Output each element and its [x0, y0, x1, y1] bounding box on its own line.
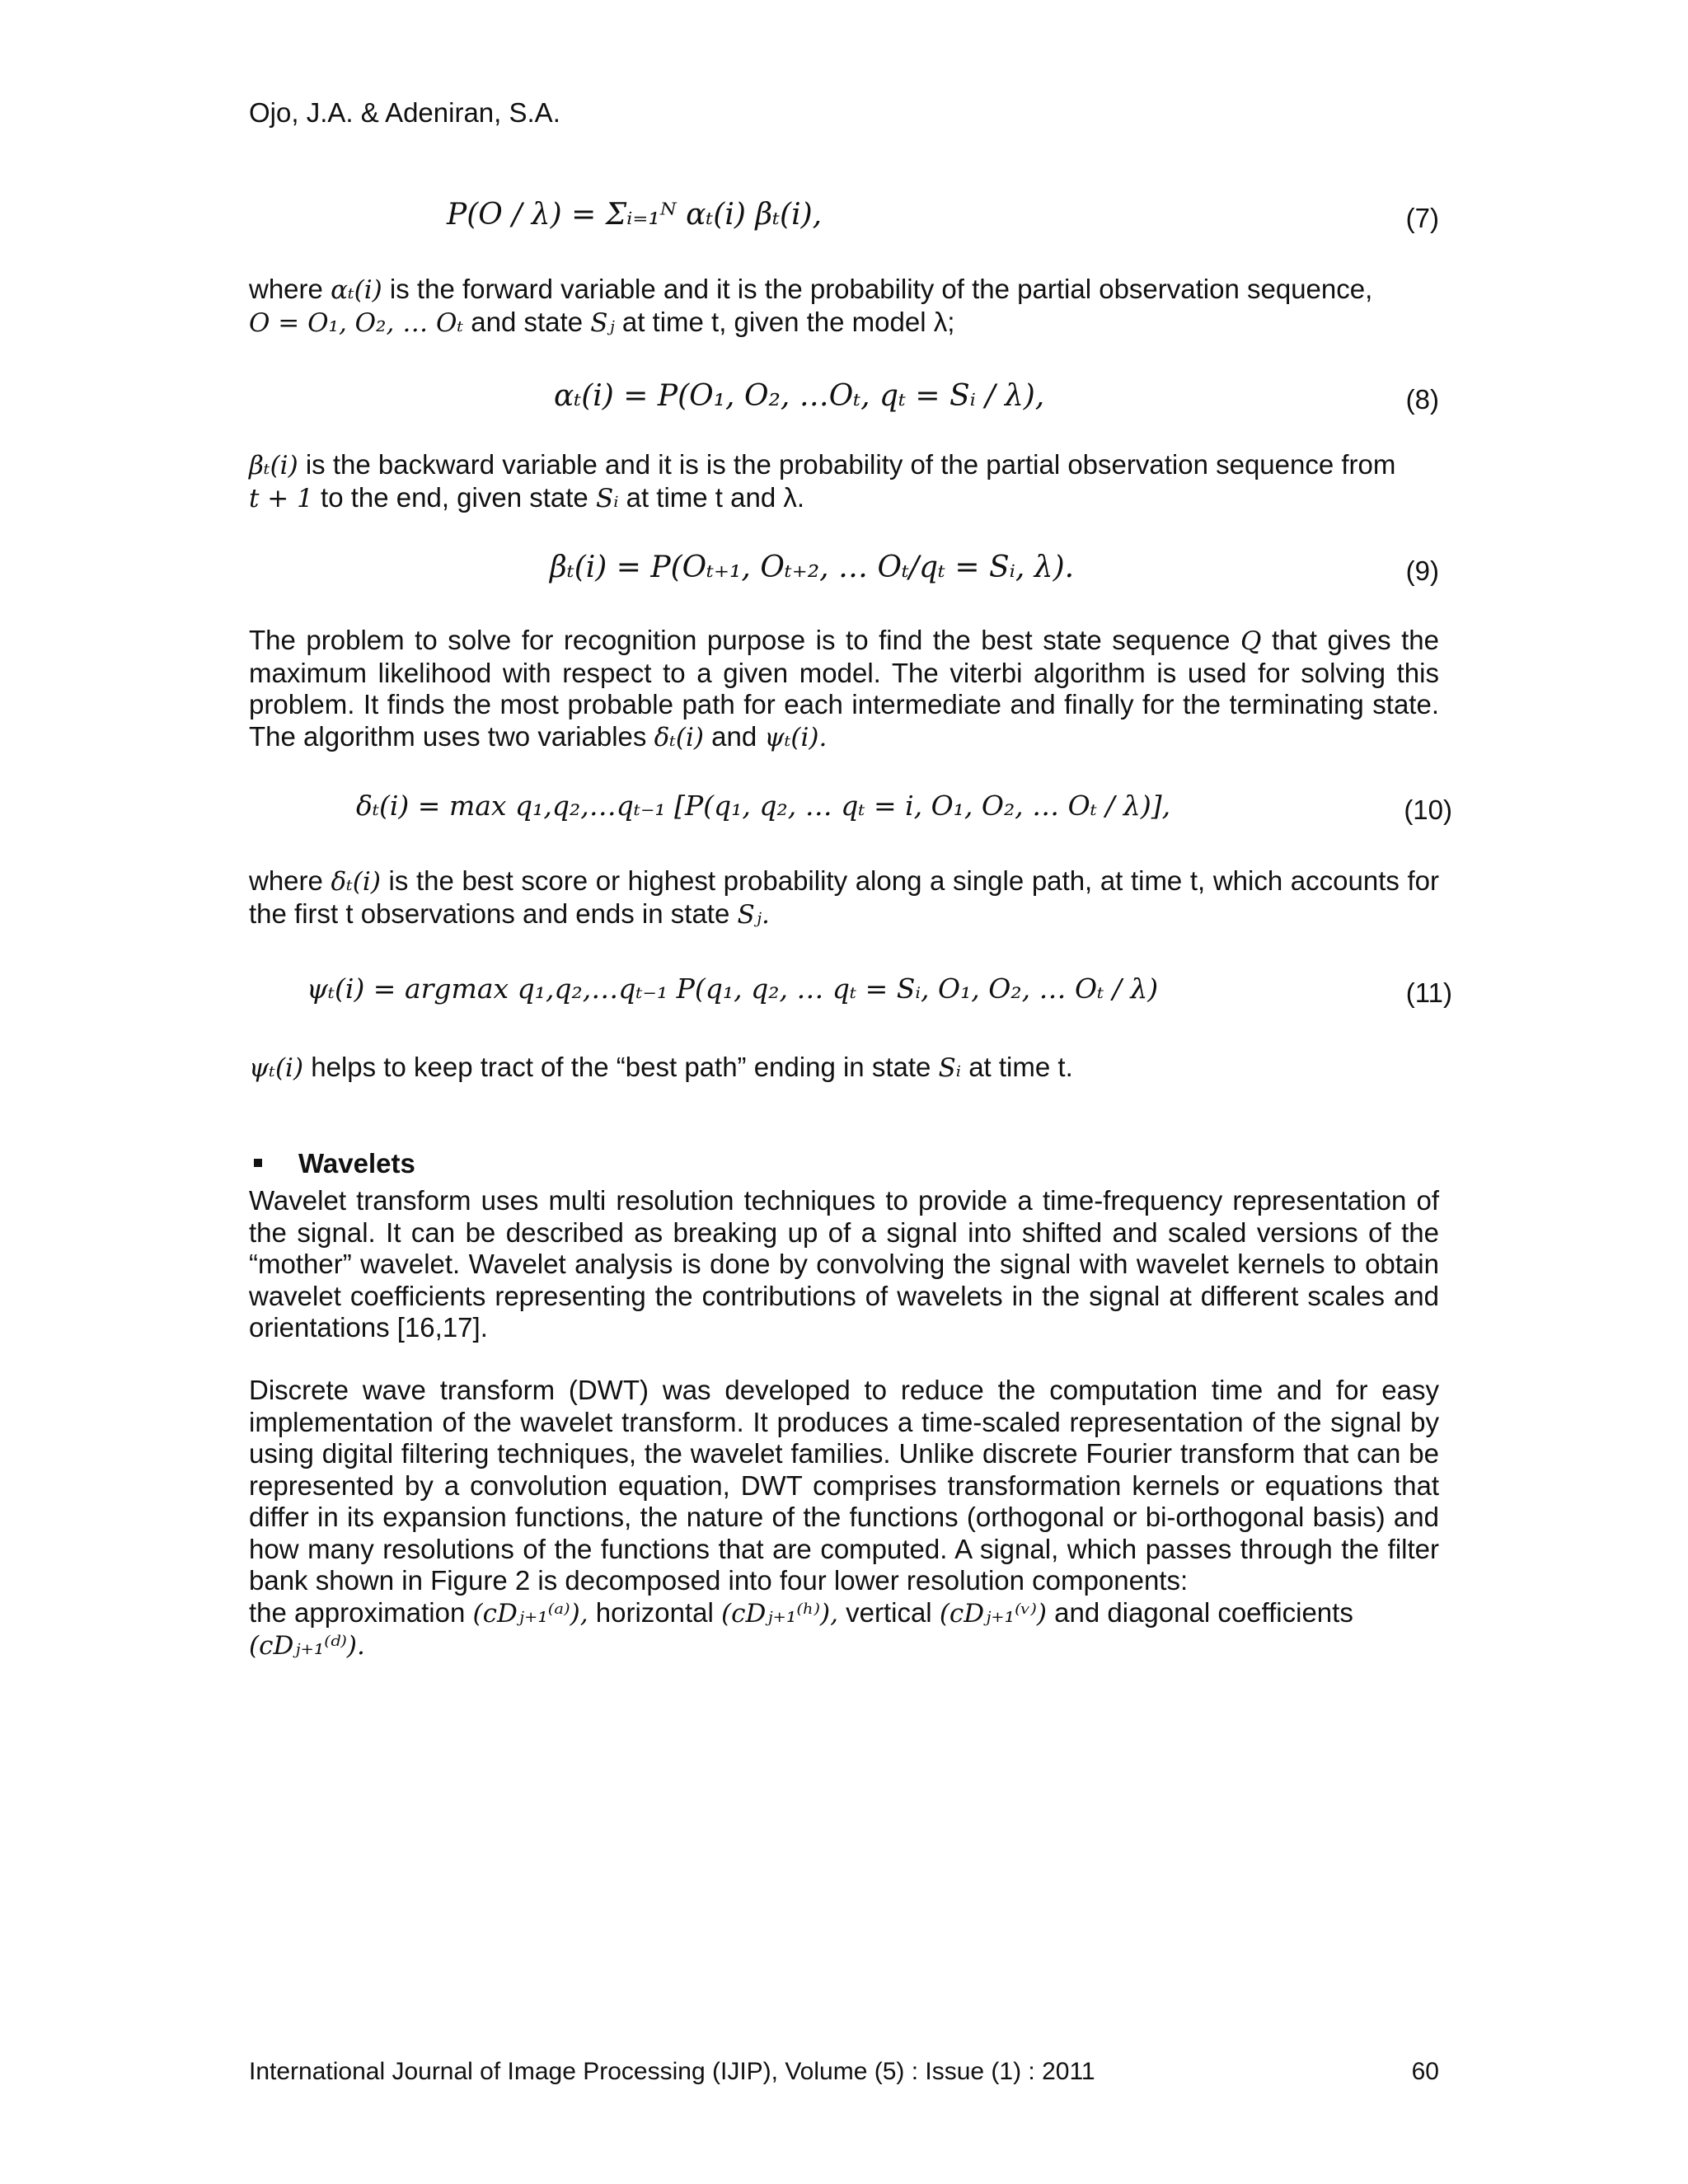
text: is the best score or highest probability along a single path, at time t, which accounts for the first t observations and ends in state	[249, 865, 1439, 929]
equation-11-expr: ψₜ(i) = argmax q₁,q₂,…qₜ₋₁ P(q₁, q₂, … qₜ = Sᵢ, O₁, O₂, … Oₜ / λ)	[307, 972, 1159, 1005]
math-inline: Sᵢ	[595, 483, 619, 513]
footer-page-number: 60	[1411, 2058, 1439, 2085]
paragraph-backward-variable	[249, 449, 1439, 514]
dwt-last-line	[249, 1597, 1439, 1662]
math-inline: (cDⱼ₊₁⁽ʰ⁾),	[721, 1598, 838, 1629]
math-inline: αₜ(i)	[331, 275, 382, 305]
equation-9	[249, 551, 1439, 600]
paragraph-dwt	[249, 1375, 1439, 1662]
math-inline: Sⱼ.	[737, 899, 770, 930]
math-inline: t + 1	[249, 483, 313, 513]
paragraph-delta-definition	[249, 865, 1439, 930]
math-inline: Q	[1240, 626, 1262, 656]
math-inline: ψₜ(i).	[764, 722, 828, 752]
text: vertical	[846, 1596, 932, 1628]
bullet-square-icon	[254, 1159, 262, 1167]
math-inline: (cDⱼ₊₁⁽ᵛ⁾)	[939, 1598, 1047, 1629]
text: helps to keep tract of the “best path” ending in state	[311, 1052, 931, 1082]
math-inline: ψₜ(i)	[249, 1053, 304, 1083]
section-heading-wavelets	[249, 1148, 415, 1179]
text: that gives the maximum likelihood with respect to a given model. The viterbi algorithm is used for solving this problem. It finds the most probable path for each intermediate and finally for the terminating state. The algorithm uses two variables	[249, 625, 1439, 752]
equation-11	[249, 972, 1452, 1022]
paragraph-forward-variable	[249, 274, 1439, 339]
text: and	[711, 720, 757, 752]
text: horizontal	[595, 1596, 714, 1628]
text: is the forward variable and it is the probability of the partial observation sequence,	[389, 274, 1373, 304]
equation-8-number: (8)	[1405, 384, 1439, 415]
text: and state	[471, 306, 584, 337]
text: and diagonal coefficients	[1054, 1596, 1353, 1628]
equation-8-expr: αₜ(i) = P(O₁, O₂, …Oₜ, qₜ = Sᵢ / λ),	[554, 379, 1045, 413]
equation-11-number: (11)	[1405, 977, 1452, 1008]
equation-10	[249, 790, 1452, 839]
equation-7-expr: P(O / λ) = Σᵢ₌₁ᴺ αₜ(i) βₜ(i),	[447, 198, 823, 232]
text: the approximation	[249, 1596, 466, 1628]
math-inline: (cDⱼ₊₁⁽ᵈ⁾).	[249, 1631, 365, 1661]
running-header: Ojo, J.A. & Adeniran, S.A.	[249, 97, 560, 128]
text: where	[249, 865, 323, 896]
text: at time t and λ.	[626, 481, 805, 513]
text: to the end, given state	[321, 481, 588, 513]
text: at time t.	[968, 1052, 1073, 1082]
text: is the backward variable and it is is the probability of the partial observation sequence from	[305, 449, 1396, 480]
equation-10-expr: δₜ(i) = max q₁,q₂,…qₜ₋₁ [P(q₁, q₂, … qₜ = i, O₁, O₂, … Oₜ / λ)],	[356, 790, 1171, 822]
math-inline: δₜ(i)	[331, 867, 381, 897]
equation-10-number: (10)	[1404, 794, 1452, 825]
equation-7	[249, 198, 1439, 247]
text: where	[249, 274, 323, 304]
math-inline: Sⱼ	[590, 307, 615, 338]
paragraph-wavelet-transform: Wavelet transform uses multi resolution techniques to provide a time-frequency representation of the signal. It can be described as breaking up of a signal into shifted and scaled versions of the “mother” wavelet. Wavelet analysis is done by convolving the signal with wavelet kernels to obtain wavelet coefficients representing the contributions of wavelets in the signal at different scales and orientations [16,17].	[249, 1185, 1439, 1343]
text: at time t, given the model λ;	[621, 306, 955, 337]
equation-9-expr: βₜ(i) = P(Oₜ₊₁, Oₜ₊₂, … Oₜ/qₜ = Sᵢ, λ).	[550, 551, 1075, 584]
math-inline: Sᵢ	[938, 1053, 962, 1083]
paragraph-psi-definition	[249, 1052, 1439, 1085]
text: Discrete wave transform (DWT) was developed to reduce the computation time and for easy implementation of the wavelet transform. It produces a time-scaled representation of the signal by using digital filtering techniques, the wavelet families. Unlike discrete Fourier transform that can be represented by a convolution equation, DWT comprises transformation kernels or equations that differ in its expansion functions, the nature of the functions (orthogonal or bi-orthogonal basis) and how many resolutions of the functions that are computed. A signal, which passes through the filter bank shown in Figure 2 is decomposed into four lower resolution components:	[249, 1375, 1439, 1596]
equation-9-number: (9)	[1405, 555, 1439, 586]
paragraph-viterbi	[249, 625, 1439, 753]
text: The problem to solve for recognition purpose is to find the best state sequence	[249, 625, 1231, 655]
math-inline: O = O₁, O₂, … Oₜ	[249, 307, 464, 338]
math-inline: (cDⱼ₊₁⁽ᵃ⁾),	[472, 1598, 588, 1629]
equation-8	[249, 379, 1439, 429]
equation-7-number: (7)	[1405, 203, 1439, 233]
footer-journal: International Journal of Image Processing (IJIP), Volume (5) : Issue (1) : 2011	[249, 2058, 1095, 2085]
section-heading-text: Wavelets	[298, 1148, 415, 1179]
math-inline: βₜ(i)	[249, 451, 298, 480]
math-inline: δₜ(i)	[654, 722, 704, 752]
